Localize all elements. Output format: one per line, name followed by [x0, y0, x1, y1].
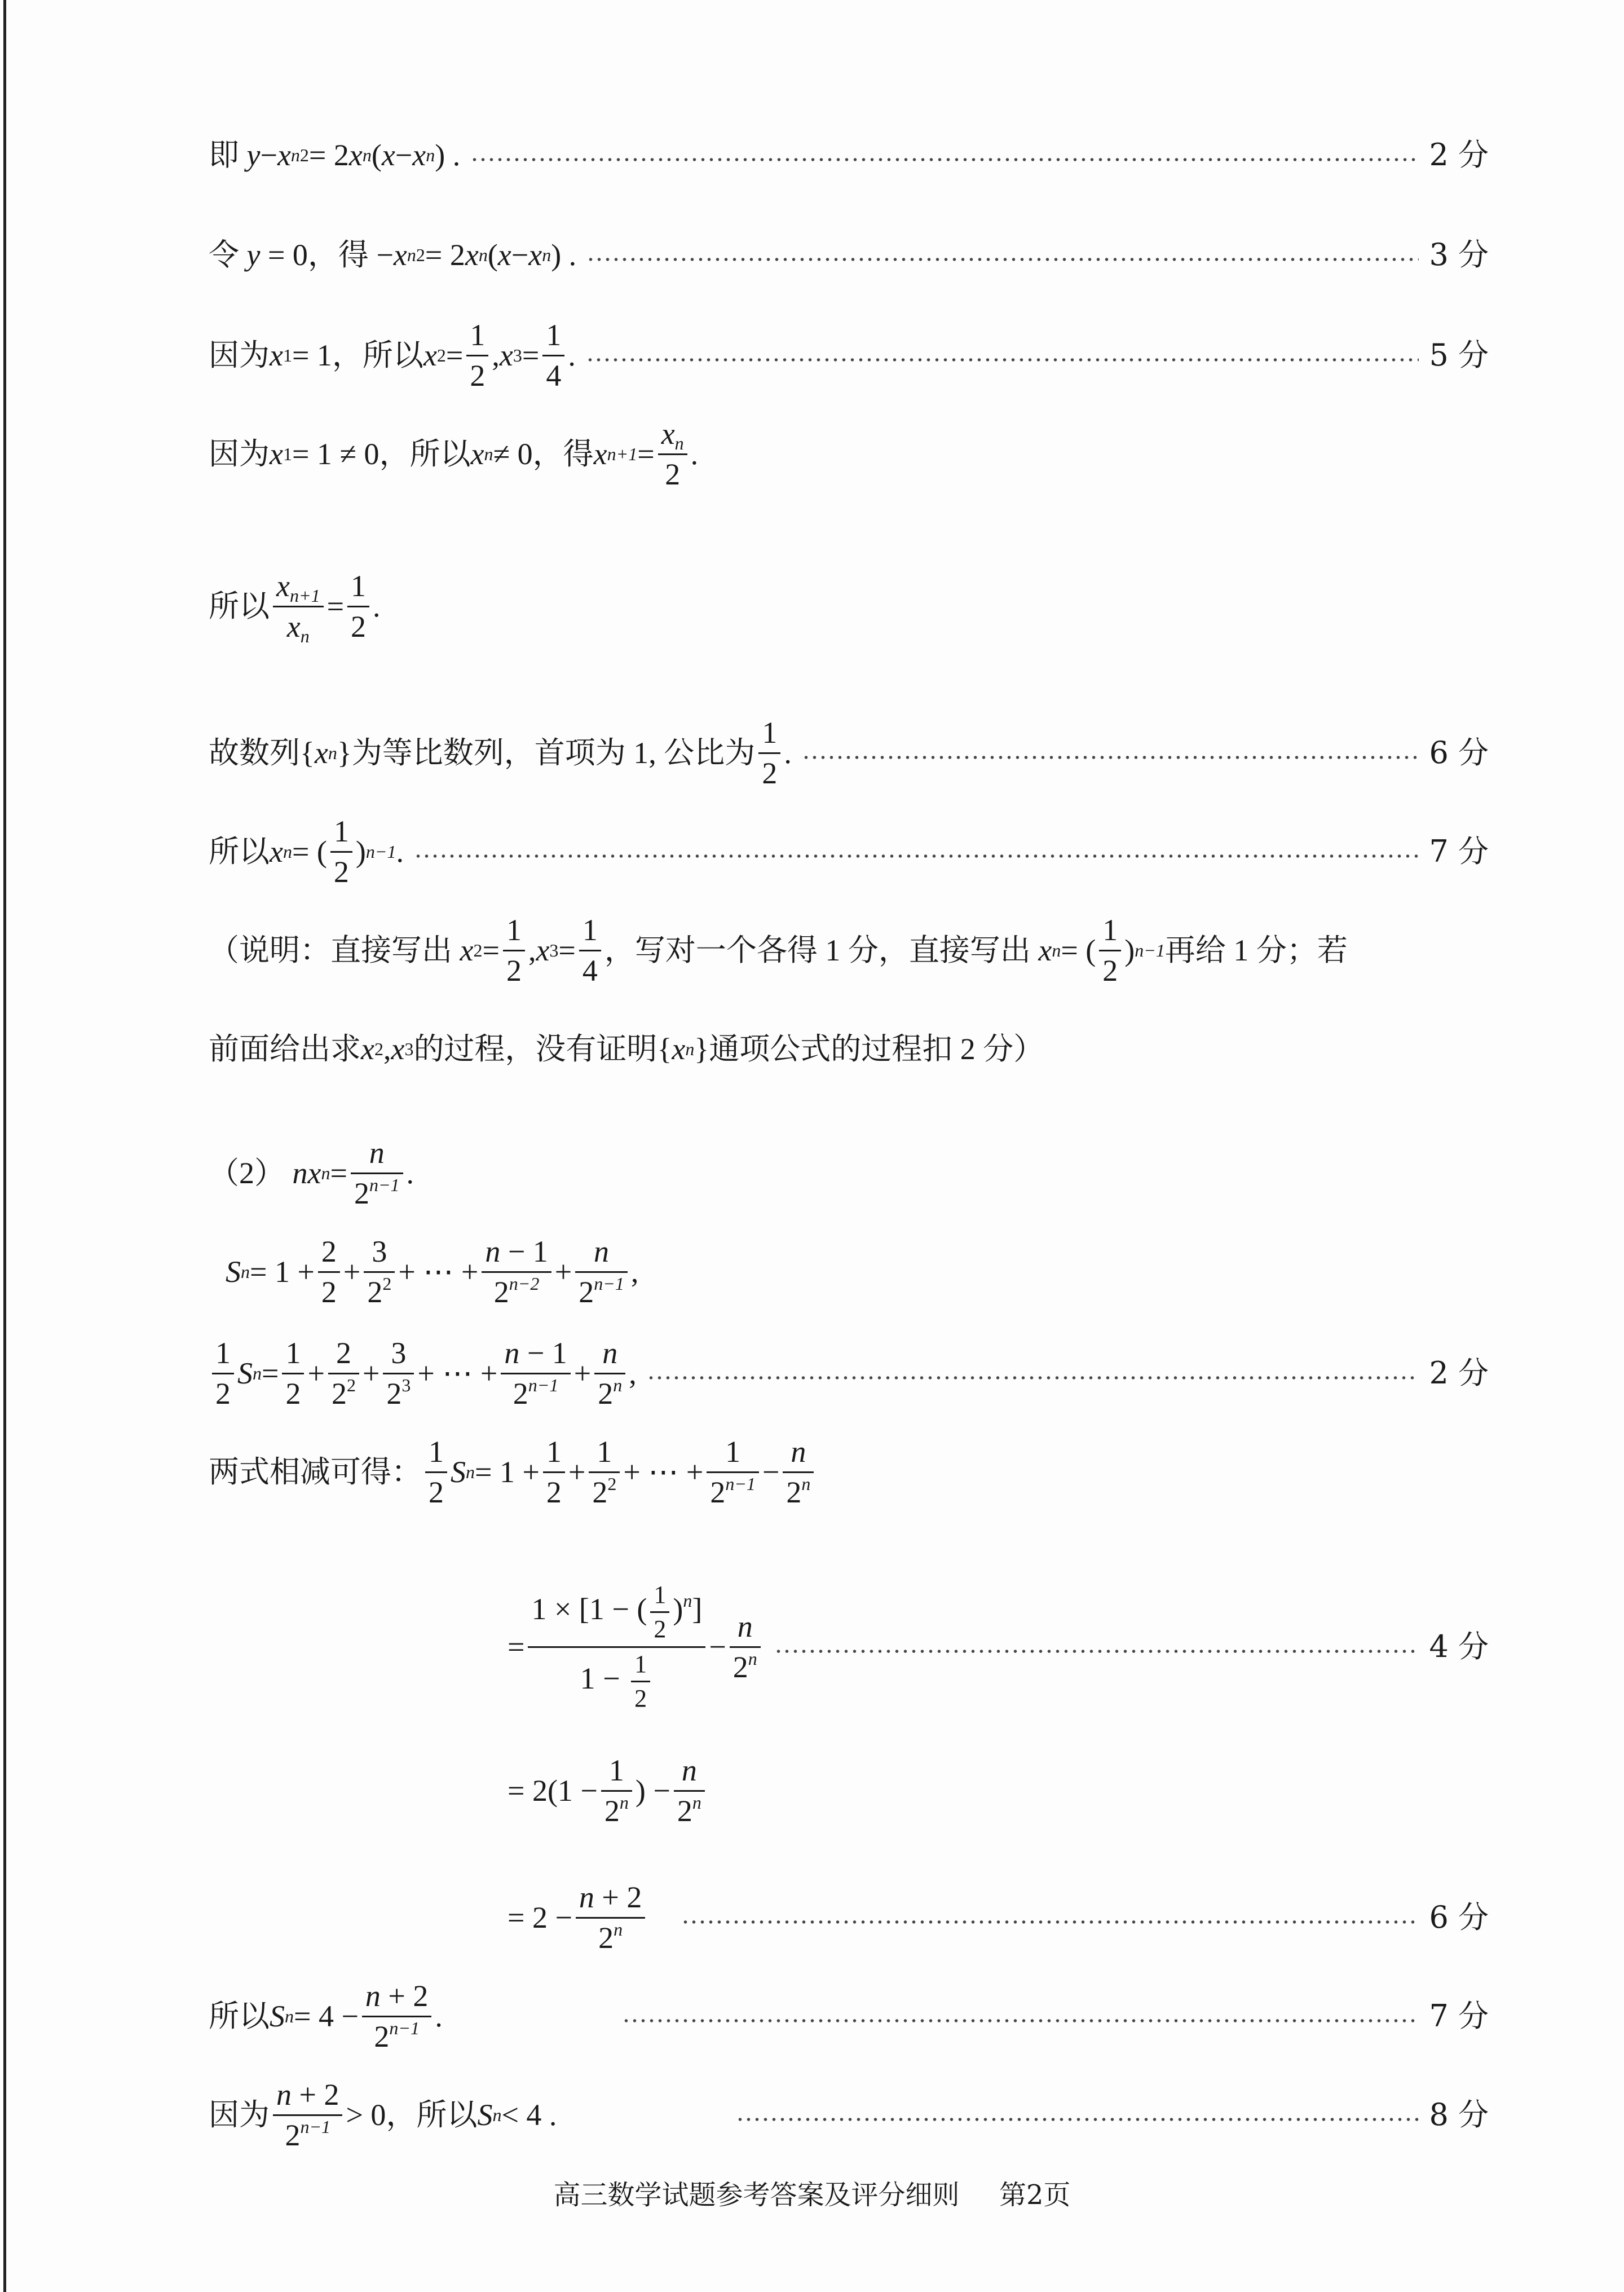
- score-label: 2 分: [1429, 1355, 1489, 1391]
- solution-part2-line-6: = 2(1 − $\frac{1}{2^n}$ ) − $\frac{n}{2^n}$: [508, 1757, 1489, 1824]
- score-label: 7 分: [1429, 1998, 1489, 2034]
- solution-part2-line-7: = 2 − $\frac{n + 2}{2^n}$ 6 分: [508, 1880, 1489, 1955]
- solution-line-7: 所以 x n = ( $\frac{1}{2}$ ) n−1 . 7 分: [209, 814, 1489, 889]
- line-text: ，所以: [379, 437, 471, 471]
- line-text: 令: [209, 238, 239, 272]
- fraction: $\frac{n}{2^n}$: [783, 1436, 814, 1508]
- fraction: $\frac{3}{2^2}$: [364, 1236, 395, 1308]
- line-text: 因为: [209, 437, 270, 471]
- fraction: $\frac{2}{2}$: [318, 1236, 340, 1308]
- solution-line-3: 因为 x 1 = 1 ，所以 x 2 = $\frac{1}{2}$ , x 3 = $\frac{1}{4}$ . 5 分: [209, 318, 1489, 393]
- leader-dots: [414, 854, 1419, 858]
- score-label: 4 分: [1429, 1629, 1489, 1664]
- fraction: $\frac{1}{4}$: [579, 914, 601, 986]
- solution-part2-line-9: 因为 $\frac{n + 2}{2^{n-1}}$ > 0 ，所以 S n < 4 . 8 分: [209, 2077, 1489, 2152]
- footer-page-number: 第2页: [999, 2179, 1071, 2211]
- fraction: $\frac{n}{2^n}$: [674, 1755, 705, 1827]
- leader-dots: [802, 756, 1419, 759]
- fraction: $\frac{1}{2}$: [425, 1436, 447, 1508]
- line-text: 通项公式的过程扣 2 分）: [709, 1032, 1044, 1066]
- solution-line-1: [209, 121, 1489, 189]
- line-text: 因为: [209, 338, 270, 372]
- solution-note-line-1: （说明：直接写出 x 2 = $\frac{1}{2}$ , x 3 = $\frac{1}{4}$ ，写对一个各得 1 分，直接写出 x n = ( $\frac{1}{2}$ ) n−1 再给 1 分；若: [209, 913, 1348, 988]
- fraction: $\frac{1}{2}$: [650, 1582, 669, 1642]
- fraction: $\frac{1}{2}$: [1099, 914, 1121, 986]
- fraction: $\frac{1}{2^n}$: [601, 1755, 632, 1827]
- fraction: $\frac{1}{2}$: [631, 1651, 650, 1712]
- fraction: $\frac{n}{2^{n-1}}$: [351, 1137, 403, 1209]
- score-label: 2 分: [1429, 137, 1489, 173]
- solution-line-4: 因为 x 1 = 1 ≠ 0 ，所以 x n ≠ 0 ，得 x n+1 = $\frac{x_n}{2}$ .: [209, 416, 699, 491]
- fraction: $\frac{1}{2^2}$: [589, 1436, 620, 1508]
- page-left-border: [3, 0, 6, 2292]
- fraction: $\frac{1}{2}$: [503, 914, 525, 986]
- solution-part2-line-3: $\frac{1}{2}$ S n = $\frac{1}{2}$ + $\frac{2}{2^2}$ + $\frac{3}{2^3}$ + ⋯ + $\frac{n - 1}{2^{n-1}}$ + $\frac{n}{2^n}$ , 2 分: [209, 1339, 1489, 1407]
- footer-title: 高三数学试题参考答案及评分细则: [553, 2179, 960, 2211]
- fraction: $\frac{2}{2^2}$: [328, 1337, 359, 1409]
- fraction: $\frac{1}{2}$: [212, 1337, 234, 1409]
- solution-line-6: 故数列 { x n } 为等比数列，首项为 1, 公比为 $\frac{1}{2}$ . 6 分: [209, 715, 1489, 790]
- fraction: $\frac{1}{2}$: [330, 816, 352, 888]
- solution-line-5: 所以 $\frac{x_{n+1}}{x_n}$ = $\frac{1}{2}$ .: [209, 568, 381, 646]
- fraction: $\frac{1}{2^{n-1}}$: [707, 1436, 759, 1508]
- formula-tangent-line: 即 y − x n 2 = 2 x n ( x − x n ) .: [209, 138, 461, 172]
- score-label: 8 分: [1429, 2097, 1489, 2132]
- leader-dots: [774, 1650, 1419, 1653]
- leader-dots: [736, 2118, 1419, 2121]
- leader-dots: [647, 1376, 1419, 1379]
- fraction: $\frac{3}{2^3}$: [383, 1337, 414, 1409]
- solution-part2-line-5: = 1 × [1 − ( $\frac{1}{2}$ )$^n$] 1 − $\frac{1}{2}$ − $\frac{n}{2^n}$ 4 分: [508, 1581, 1489, 1712]
- fraction: $\frac{n}{2^{n-1}}$: [575, 1236, 628, 1308]
- fraction: $\frac{n + 2}{2^n}$: [576, 1881, 645, 1954]
- fraction: $\frac{1}{2}$: [466, 319, 488, 391]
- solution-note-line-2: 前面给出求 x 2 , x 3 的过程，没有证明 { x n } 通项公式的过程扣 2 分）: [209, 1032, 1044, 1066]
- fraction: $\frac{1}{2}$: [758, 717, 780, 789]
- line-text: 故数列: [209, 736, 300, 770]
- score-label: 6 分: [1429, 735, 1489, 770]
- solution-part2-line-4: 两式相减可得： $\frac{1}{2}$ S n = 1 + $\frac{1}{2}$ + $\frac{1}{2^2}$ + ⋯ + $\frac{1}{2^{n-1}}$ − $\frac{n}{2^n}$: [209, 1438, 1489, 1506]
- leader-dots: [586, 258, 1419, 261]
- fraction: $\frac{1}{2}$: [543, 1436, 565, 1508]
- line-text: 所以: [209, 1999, 270, 2033]
- score-label: 3 分: [1429, 237, 1489, 272]
- line-text: 的过程，没有证明: [413, 1032, 657, 1066]
- line-text: 因为: [209, 2098, 270, 2132]
- page-footer: [0, 2172, 1624, 2218]
- leader-dots: [622, 2019, 1419, 2022]
- line-text: （2）: [209, 1156, 285, 1190]
- line-text: ，所以: [332, 338, 423, 372]
- fraction: $\frac{x_n}{2}$: [658, 418, 687, 490]
- solution-part2-line-8: 所以 S n = 4 − $\frac{n + 2}{2^{n-1}}$ . 7 分: [209, 1978, 1489, 2053]
- leader-dots: [586, 358, 1419, 362]
- line-text: 再给 1 分；若: [1164, 933, 1348, 967]
- fraction: $\frac{n - 1}{2^{n-2}}$: [482, 1236, 551, 1308]
- line-text: ，得: [532, 437, 594, 471]
- fraction: $\frac{n}{2^n}$: [730, 1611, 761, 1683]
- line-text: （说明：直接写出: [209, 933, 452, 967]
- leader-dots: [470, 158, 1419, 161]
- score-label: 7 分: [1429, 834, 1489, 869]
- score-label: 5 分: [1429, 337, 1489, 373]
- score-label: 6 分: [1429, 1899, 1489, 1935]
- line-text: 两式相减可得：: [209, 1455, 422, 1489]
- line-text: 所以: [209, 835, 270, 869]
- line-text: ，写对一个各得 1 分，直接写出: [604, 933, 1031, 967]
- leader-dots: [681, 1920, 1419, 1924]
- solution-part2-line-2: S n = 1 + $\frac{2}{2}$ + $\frac{3}{2^2}$ + ⋯ + $\frac{n - 1}{2^{n-2}}$ + $\frac{n}{2^{n-1}}$ ,: [226, 1234, 639, 1309]
- line-text: ，得: [307, 238, 369, 272]
- solution-line-2: 令 y = 0 ，得 − x n 2 = 2 x n ( x − x n ) . 3 分: [209, 237, 1489, 272]
- fraction: $\frac{1}{4}$: [542, 319, 564, 391]
- line-text: 前面给出求: [209, 1032, 361, 1066]
- line-text: ，所以: [386, 2098, 478, 2132]
- fraction: $\frac{x_{n+1}}{x_n}$: [273, 570, 324, 642]
- fraction: $\frac{1}{2}$: [347, 570, 369, 642]
- line-text: 所以: [209, 589, 270, 623]
- fraction: $\frac{n}{2^n}$: [594, 1337, 625, 1409]
- fraction: $\frac{1}{2}$: [282, 1337, 304, 1409]
- fraction: $\frac{n - 1}{2^{n-1}}$: [501, 1337, 570, 1409]
- fraction: 1 × [1 − ( $\frac{1}{2}$ )$^n$] 1 − $\frac{1}{2}$: [528, 1582, 705, 1712]
- line-text: 为等比数列，首项为 1, 公比为: [351, 736, 756, 770]
- fraction: $\frac{n + 2}{2^{n-1}}$: [362, 1980, 431, 2052]
- fraction: $\frac{n + 2}{2^{n-1}}$: [273, 2079, 342, 2151]
- solution-part2-line-1: （2） nx n = $\frac{n}{2^{n-1}}$ .: [209, 1135, 414, 1210]
